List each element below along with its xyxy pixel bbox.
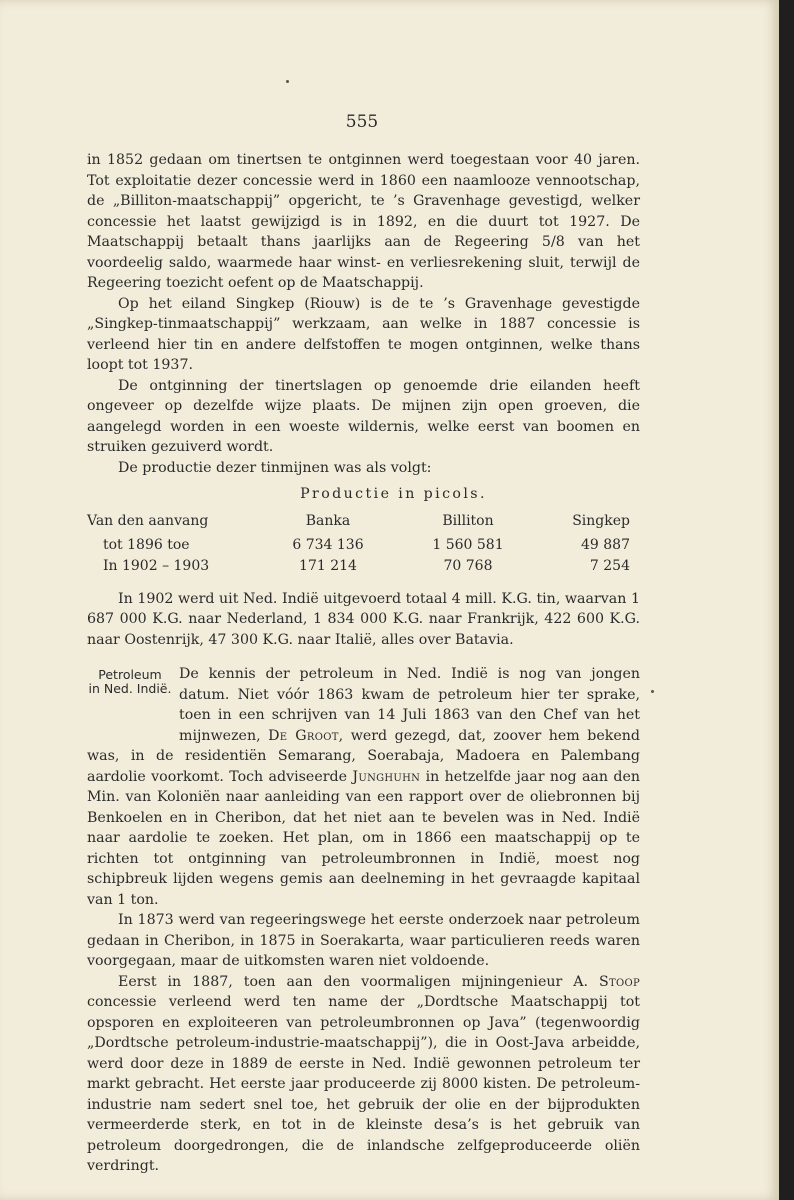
- petroleum-section: [87, 664, 640, 1177]
- table-cell: In 1902 – 1903: [103, 557, 210, 574]
- text-run: Eerst in 1887, toen aan den voormaligen mijningenieur A.: [118, 973, 599, 990]
- text-run: in hetzelfde jaar nog aan den Min. van Koloniën naar aanleiding van een rapport over de oliebronnen bij Benkoelen en in Cheribon, dat het niet aan te bevelen was in Ned. Indië naar aardolie te zoeken. Het plan, om in 1866 een maatschappij op te richten tot ontginning van petroleumbronnen in Indië, moest nog schipbreuk lijden wegens gemis aan deelneming in het gevraagde kapitaal van 1 ton.: [87, 768, 640, 908]
- margin-heading-petroleum: [87, 668, 173, 696]
- table-cell: 171 214: [299, 557, 357, 574]
- paragraph-export: In 1902 werd uit Ned. Indië uitgevoerd totaal 4 mill. K.G. tin, waarvan 1 687 000 K.G. naar Nederland, 1 834 000 K.G. naar Frankrijk, 422 600 K.G. naar Oostenrijk, 47 300 K.G. naar Italië, alles over Batavia.: [87, 590, 640, 648]
- page-body: [87, 150, 640, 1177]
- table-row: [87, 556, 640, 577]
- person-name: De Groot: [268, 727, 339, 744]
- text-run: concessie verleend werd ten name der „Dordtsche Maatschappij tot opsporen en exploiteeren van petroleumbronnen op Java” (tegenwoordig „Dordtsche petroleum-industrie-maatschappij”), die in Oost-Java arbeidde, werd door deze in 1889 de eerste in Ned. Indië gewonnen petroleum ter markt gebracht. Het eerste jaar produceerde zij 8000 kisten. De petroleum-industrie nam sedert snel toe, het gebruik der olie en der bijprodukten vermeerderde sterk, en tot in de kleinste desa’s is het gebruik van petroleum doorgedrongen, die de inlandsche zelfgeproduceerde oliën verdringt.: [87, 994, 640, 1174]
- production-table: [87, 509, 640, 577]
- margin-heading-line: in Ned. Indië.: [88, 681, 172, 696]
- margin-heading-line: Petroleum: [98, 667, 162, 682]
- table-cell: 7 254: [589, 557, 630, 574]
- paragraph-petroleum-1873: In 1873 werd van regeeringswege het eerste onderzoek naar petroleum gedaan in Cheribon, in 1875 in Soerakarta, waar particulieren reeds waren voorgegaan, maar de uitkomsten waren niet voldoende.: [87, 912, 640, 969]
- paragraph-singkep: Op het eiland Singkep (Riouw) is de te ’s Gravenhage gevestigde „Singkep-tinmaatschappij” werkzaam, aan welke in 1887 concessie is verleend hier tin en andere delfstoffen te mogen ontginnen, welke thans loopt tot 1937.: [87, 295, 640, 373]
- person-name: Stoop: [598, 973, 640, 990]
- production-table-block: [87, 484, 640, 577]
- table-cell: 6 734 136: [292, 536, 364, 553]
- table-cell: 1 560 581: [432, 536, 504, 553]
- text-run: , werd gezegd, dat, zoover hem bekend was, in de residentiën Semarang, Soerabaja, Madoera en Palembang aardolie voorkomt. Toch adviseerde: [87, 727, 640, 785]
- paragraph-productie-intro: De productie dezer tinmijnen was als volgt:: [118, 459, 432, 476]
- table-cell: 49 887: [581, 536, 630, 553]
- page-number: 555: [345, 112, 379, 132]
- table-header-row: [87, 509, 640, 535]
- table-cell: 70 768: [443, 557, 493, 574]
- text-run: De kennis der petroleum in Ned. Indië is nog van jongen datum. Niet vóór 1863 kwam de petroleum hier ter sprake, toen in een schrijven van 14 Juli 1863 van den Chef van het mijnwezen,: [179, 666, 640, 744]
- table-header: Singkep: [572, 513, 630, 530]
- paper-speck: [651, 690, 654, 693]
- paragraph-ontginning: De ontginning der tinertslagen op genoemde drie eilanden heeft ongeveer op dezelfde wijze plaats. De mijnen zijn open groeven, die aangelegd worden in een woeste wildernis, welke eerst van boomen en struiken gezuiverd wordt.: [87, 377, 640, 455]
- table-header: Billiton: [442, 513, 494, 530]
- paragraph-petroleum-1887: [87, 972, 640, 1177]
- person-name: Junghuhn: [352, 768, 421, 785]
- table-header: Van den aanvang: [87, 513, 209, 530]
- table-caption: Productie in picols.: [300, 486, 487, 502]
- paper-speck: [286, 80, 289, 83]
- table-header: Banka: [305, 513, 351, 530]
- table-cell: tot 1896 toe: [103, 536, 190, 553]
- book-spine-edge: [779, 0, 794, 1200]
- paragraph-tin-billiton: in 1852 gedaan om tinertsen te ontginnen werd toegestaan voor 40 jaren. Tot exploitatie dezer concessie werd in 1860 een naamlooze vennootschap, de „Billiton-maatschappij” opgericht, te ’s Gravenhage gevestigd, welker concessie het laatst gewijzigd is in 1892, en die duurt tot 1927. De Maatschappij betaalt thans jaarlijks aan de Regeering 5/8 van het voordeelig saldo, waarmede haar winst- en verliesrekening sluit, terwijl de Regeering toezicht oefent op de Maatschappij.: [87, 152, 640, 291]
- table-row: [87, 535, 640, 556]
